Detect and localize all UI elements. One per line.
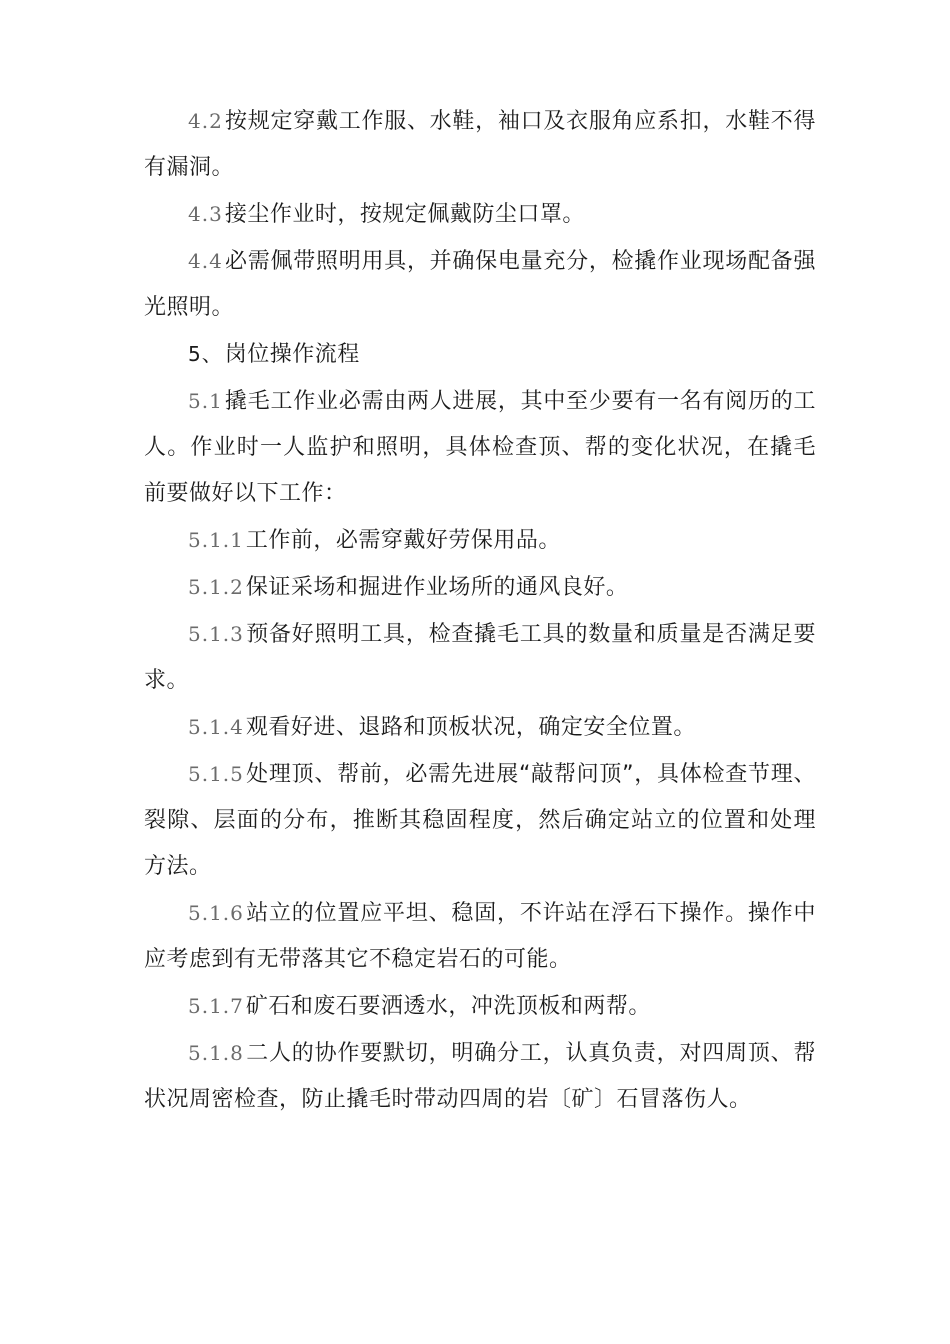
paragraph-5-1-6 [144, 890, 816, 983]
paragraph-5-1-1 [144, 517, 816, 564]
clause-number: 5.1.3 [188, 622, 244, 646]
clause-text: 按规定穿戴工作服、水鞋，袖口及衣服角应系扣，水鞋不得有漏洞。 [144, 109, 816, 180]
clause-text: 二人的协作要默切，明确分工，认真负责，对四周顶、帮状况周密检查，防止撬毛时带动四周的岩〔矿〕石冒落伤人。 [144, 1041, 816, 1112]
paragraph-5-1-2 [144, 564, 816, 611]
clause-text: 接尘作业时，按规定佩戴防尘口罩。 [224, 202, 585, 227]
clause-number: 4.3 [188, 202, 223, 226]
clause-text: 预备好照明工具，检查撬毛工具的数量和质量是否满足要求。 [144, 622, 816, 693]
paragraph-4-2 [144, 98, 816, 191]
paragraph-5-1-4 [144, 704, 816, 751]
paragraph-5-1-8 [144, 1030, 816, 1123]
clause-number: 5.1.4 [188, 715, 244, 739]
section-heading-5 [144, 331, 816, 378]
paragraph-5-1-7 [144, 983, 816, 1030]
section-title: 岗位操作流程 [224, 342, 360, 367]
paragraph-4-3 [144, 191, 816, 238]
clause-number: 5.1.8 [188, 1041, 244, 1065]
clause-text: 工作前，必需穿戴好劳保用品。 [245, 528, 561, 553]
clause-number: 4.4 [188, 249, 223, 273]
clause-number: 4.2 [188, 109, 223, 133]
clause-number: 5.1 [188, 389, 223, 413]
paragraph-5-1 [144, 378, 816, 517]
clause-number: 5.1.5 [188, 762, 244, 786]
clause-number: 5.1.6 [188, 901, 244, 925]
clause-text: 必需佩带照明用具，并确保电量充分，检撬作业现场配备强光照明。 [144, 249, 816, 320]
paragraph-5-1-3 [144, 611, 816, 704]
clause-text: 撬毛工作业必需由两人进展，其中至少要有一名有阅历的工人。作业时一人监护和照明，具体检查顶、帮的变化状况，在撬毛前要做好以下工作： [144, 389, 816, 506]
clause-number: 5.1.1 [188, 528, 244, 552]
clause-number: 5.1.2 [188, 575, 244, 599]
clause-number: 5.1.7 [188, 994, 244, 1018]
paragraph-4-4 [144, 238, 816, 331]
clause-text: 观看好进、退路和顶板状况，确定安全位置。 [245, 715, 696, 740]
clause-text: 保证采场和掘进作业场所的通风良好。 [245, 575, 629, 600]
paragraph-5-1-5 [144, 751, 816, 890]
section-number: 5、 [188, 342, 223, 366]
clause-text: 处理顶、帮前，必需先进展“敲帮问顶”，具体检查节理、裂隙、层面的分布，推断其稳固程度，然后确定站立的位置和处理方法。 [144, 762, 816, 879]
clause-text: 矿石和废石要洒透水，冲洗顶板和两帮。 [245, 994, 651, 1019]
clause-text: 站立的位置应平坦、稳固，不许站在浮石下操作。操作中应考虑到有无带落其它不稳定岩石的可能。 [144, 901, 816, 972]
document-body [144, 98, 816, 1123]
